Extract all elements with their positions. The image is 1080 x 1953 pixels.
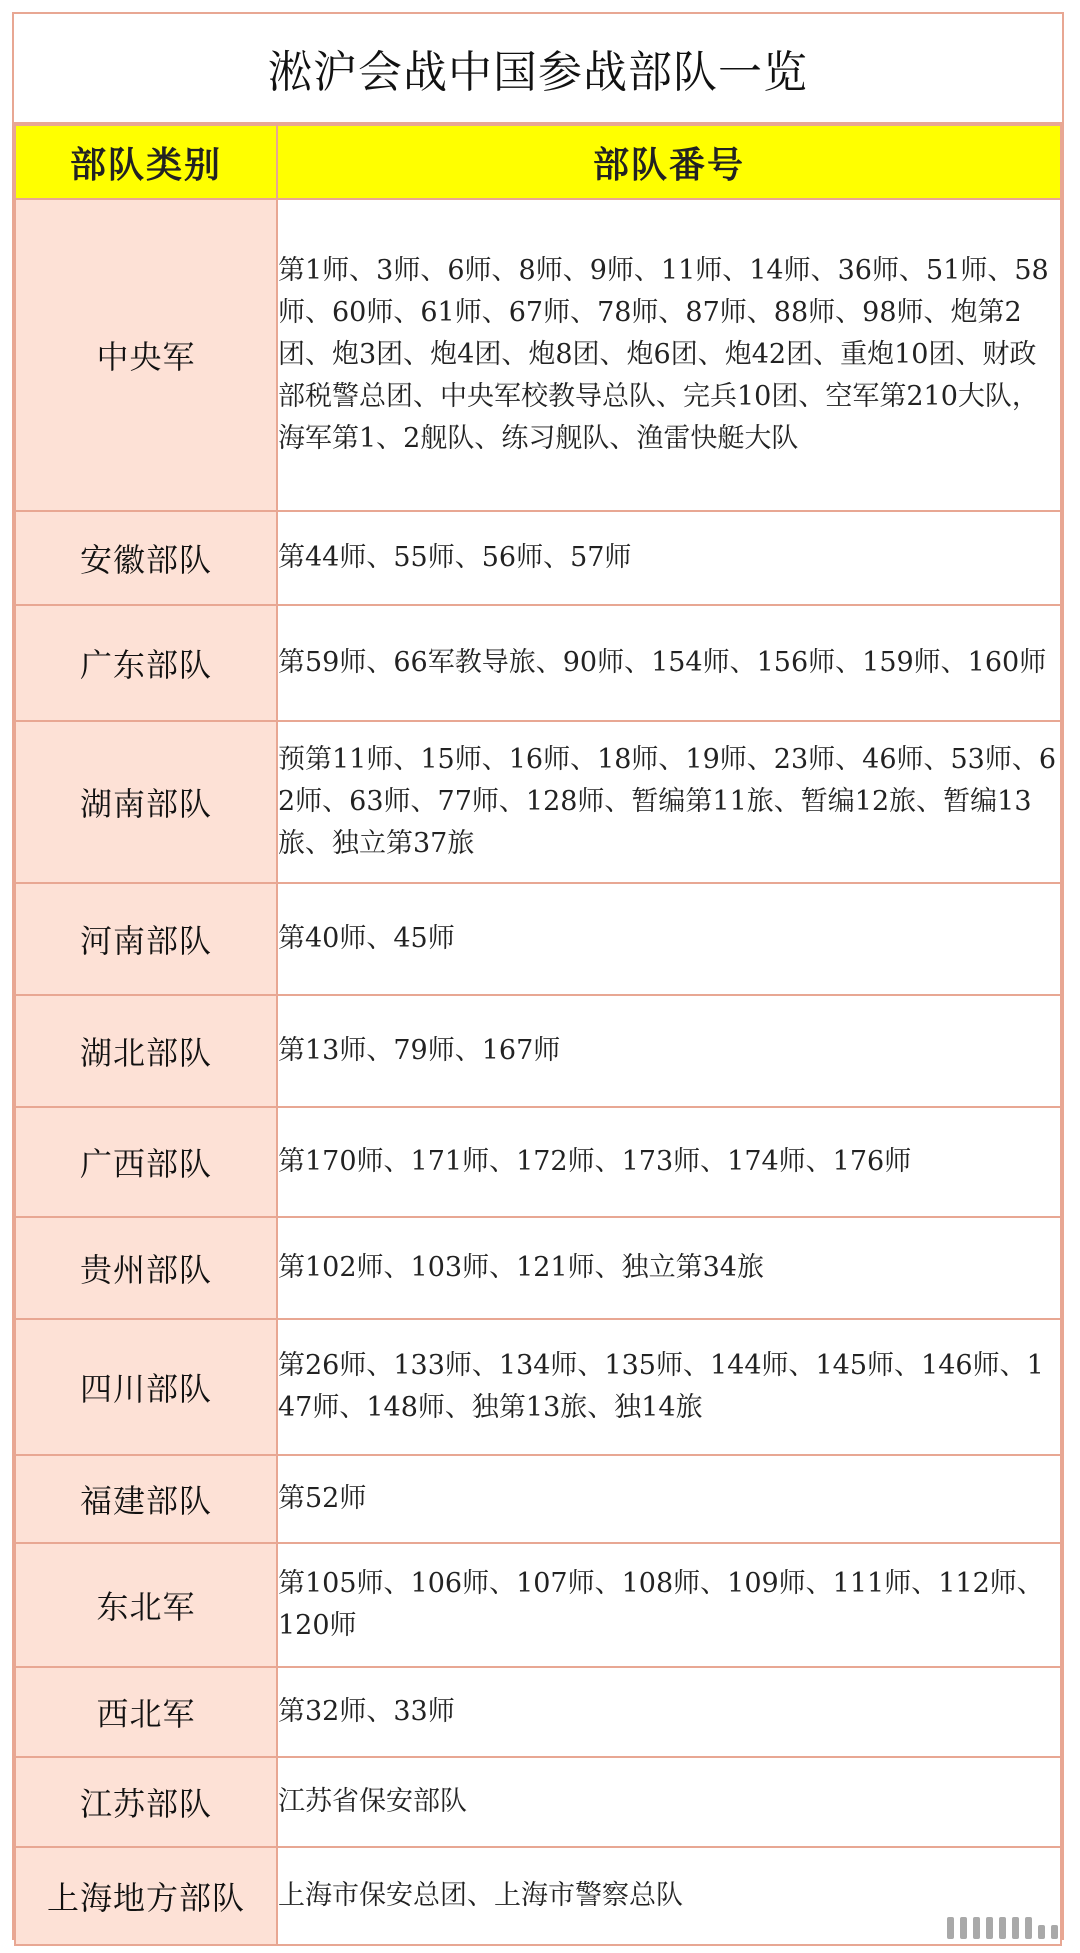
units-cell: 第52师	[277, 1455, 1061, 1543]
table-row	[15, 1847, 1061, 1945]
category-cell: 上海地方部队	[15, 1847, 277, 1945]
table-row	[15, 1217, 1061, 1319]
category-cell: 中央军	[15, 199, 277, 511]
category-cell: 西北军	[15, 1667, 277, 1757]
category-cell: 广东部队	[15, 605, 277, 721]
category-cell: 四川部队	[15, 1319, 277, 1455]
units-cell: 第170师、171师、172师、173师、174师、176师	[277, 1107, 1061, 1217]
table-row	[15, 1543, 1061, 1667]
category-cell: 河南部队	[15, 883, 277, 995]
table-row	[15, 721, 1061, 883]
units-cell: 第1师、3师、6师、8师、9师、11师、14师、36师、51师、58师、60师、61师、67师、78师、87师、88师、98师、炮第2团、炮3团、炮4团、炮8团、炮6团、炮42团、重炮10团、财政部税警总团、中央军校教导总队、完兵10团、空军第210大队，海军第1、2舰队、练习舰队、渔雷快艇大队	[277, 199, 1061, 511]
units-cell: 第44师、55师、56师、57师	[277, 511, 1061, 605]
units-table	[14, 124, 1062, 1946]
table-row	[15, 1667, 1061, 1757]
table-row	[15, 1319, 1061, 1455]
units-cell: 第105师、106师、107师、108师、109师、111师、112师、120师	[277, 1543, 1061, 1667]
category-cell: 东北军	[15, 1543, 277, 1667]
table-header-row	[15, 125, 1061, 199]
bar-signal-icon	[947, 1917, 1058, 1939]
units-cell: 上海市保安总团、上海市警察总队	[277, 1847, 1061, 1945]
header-units: 部队番号	[277, 125, 1061, 199]
table-row	[15, 995, 1061, 1107]
table-row	[15, 1757, 1061, 1847]
units-cell: 江苏省保安部队	[277, 1757, 1061, 1847]
units-cell: 第102师、103师、121师、独立第34旅	[277, 1217, 1061, 1319]
table-row	[15, 1455, 1061, 1543]
page-title: 淞沪会战中国参战部队一览	[14, 14, 1062, 124]
header-category: 部队类别	[15, 125, 277, 199]
table-row	[15, 605, 1061, 721]
category-cell: 贵州部队	[15, 1217, 277, 1319]
units-cell: 预第11师、15师、16师、18师、19师、23师、46师、53师、62师、63师、77师、128师、暂编第11旅、暂编12旅、暂编13旅、独立第37旅	[277, 721, 1061, 883]
units-cell: 第40师、45师	[277, 883, 1061, 995]
category-cell: 福建部队	[15, 1455, 277, 1543]
units-cell: 第13师、79师、167师	[277, 995, 1061, 1107]
units-cell: 第32师、33师	[277, 1667, 1061, 1757]
table-frame	[12, 12, 1064, 1940]
category-cell: 江苏部队	[15, 1757, 277, 1847]
units-cell: 第59师、66军教导旅、90师、154师、156师、159师、160师	[277, 605, 1061, 721]
table-row	[15, 199, 1061, 511]
category-cell: 湖北部队	[15, 995, 277, 1107]
units-cell: 第26师、133师、134师、135师、144师、145师、146师、147师、148师、独第13旅、独14旅	[277, 1319, 1061, 1455]
table-row	[15, 1107, 1061, 1217]
category-cell: 安徽部队	[15, 511, 277, 605]
table-row	[15, 511, 1061, 605]
table-row	[15, 883, 1061, 995]
category-cell: 湖南部队	[15, 721, 277, 883]
category-cell: 广西部队	[15, 1107, 277, 1217]
